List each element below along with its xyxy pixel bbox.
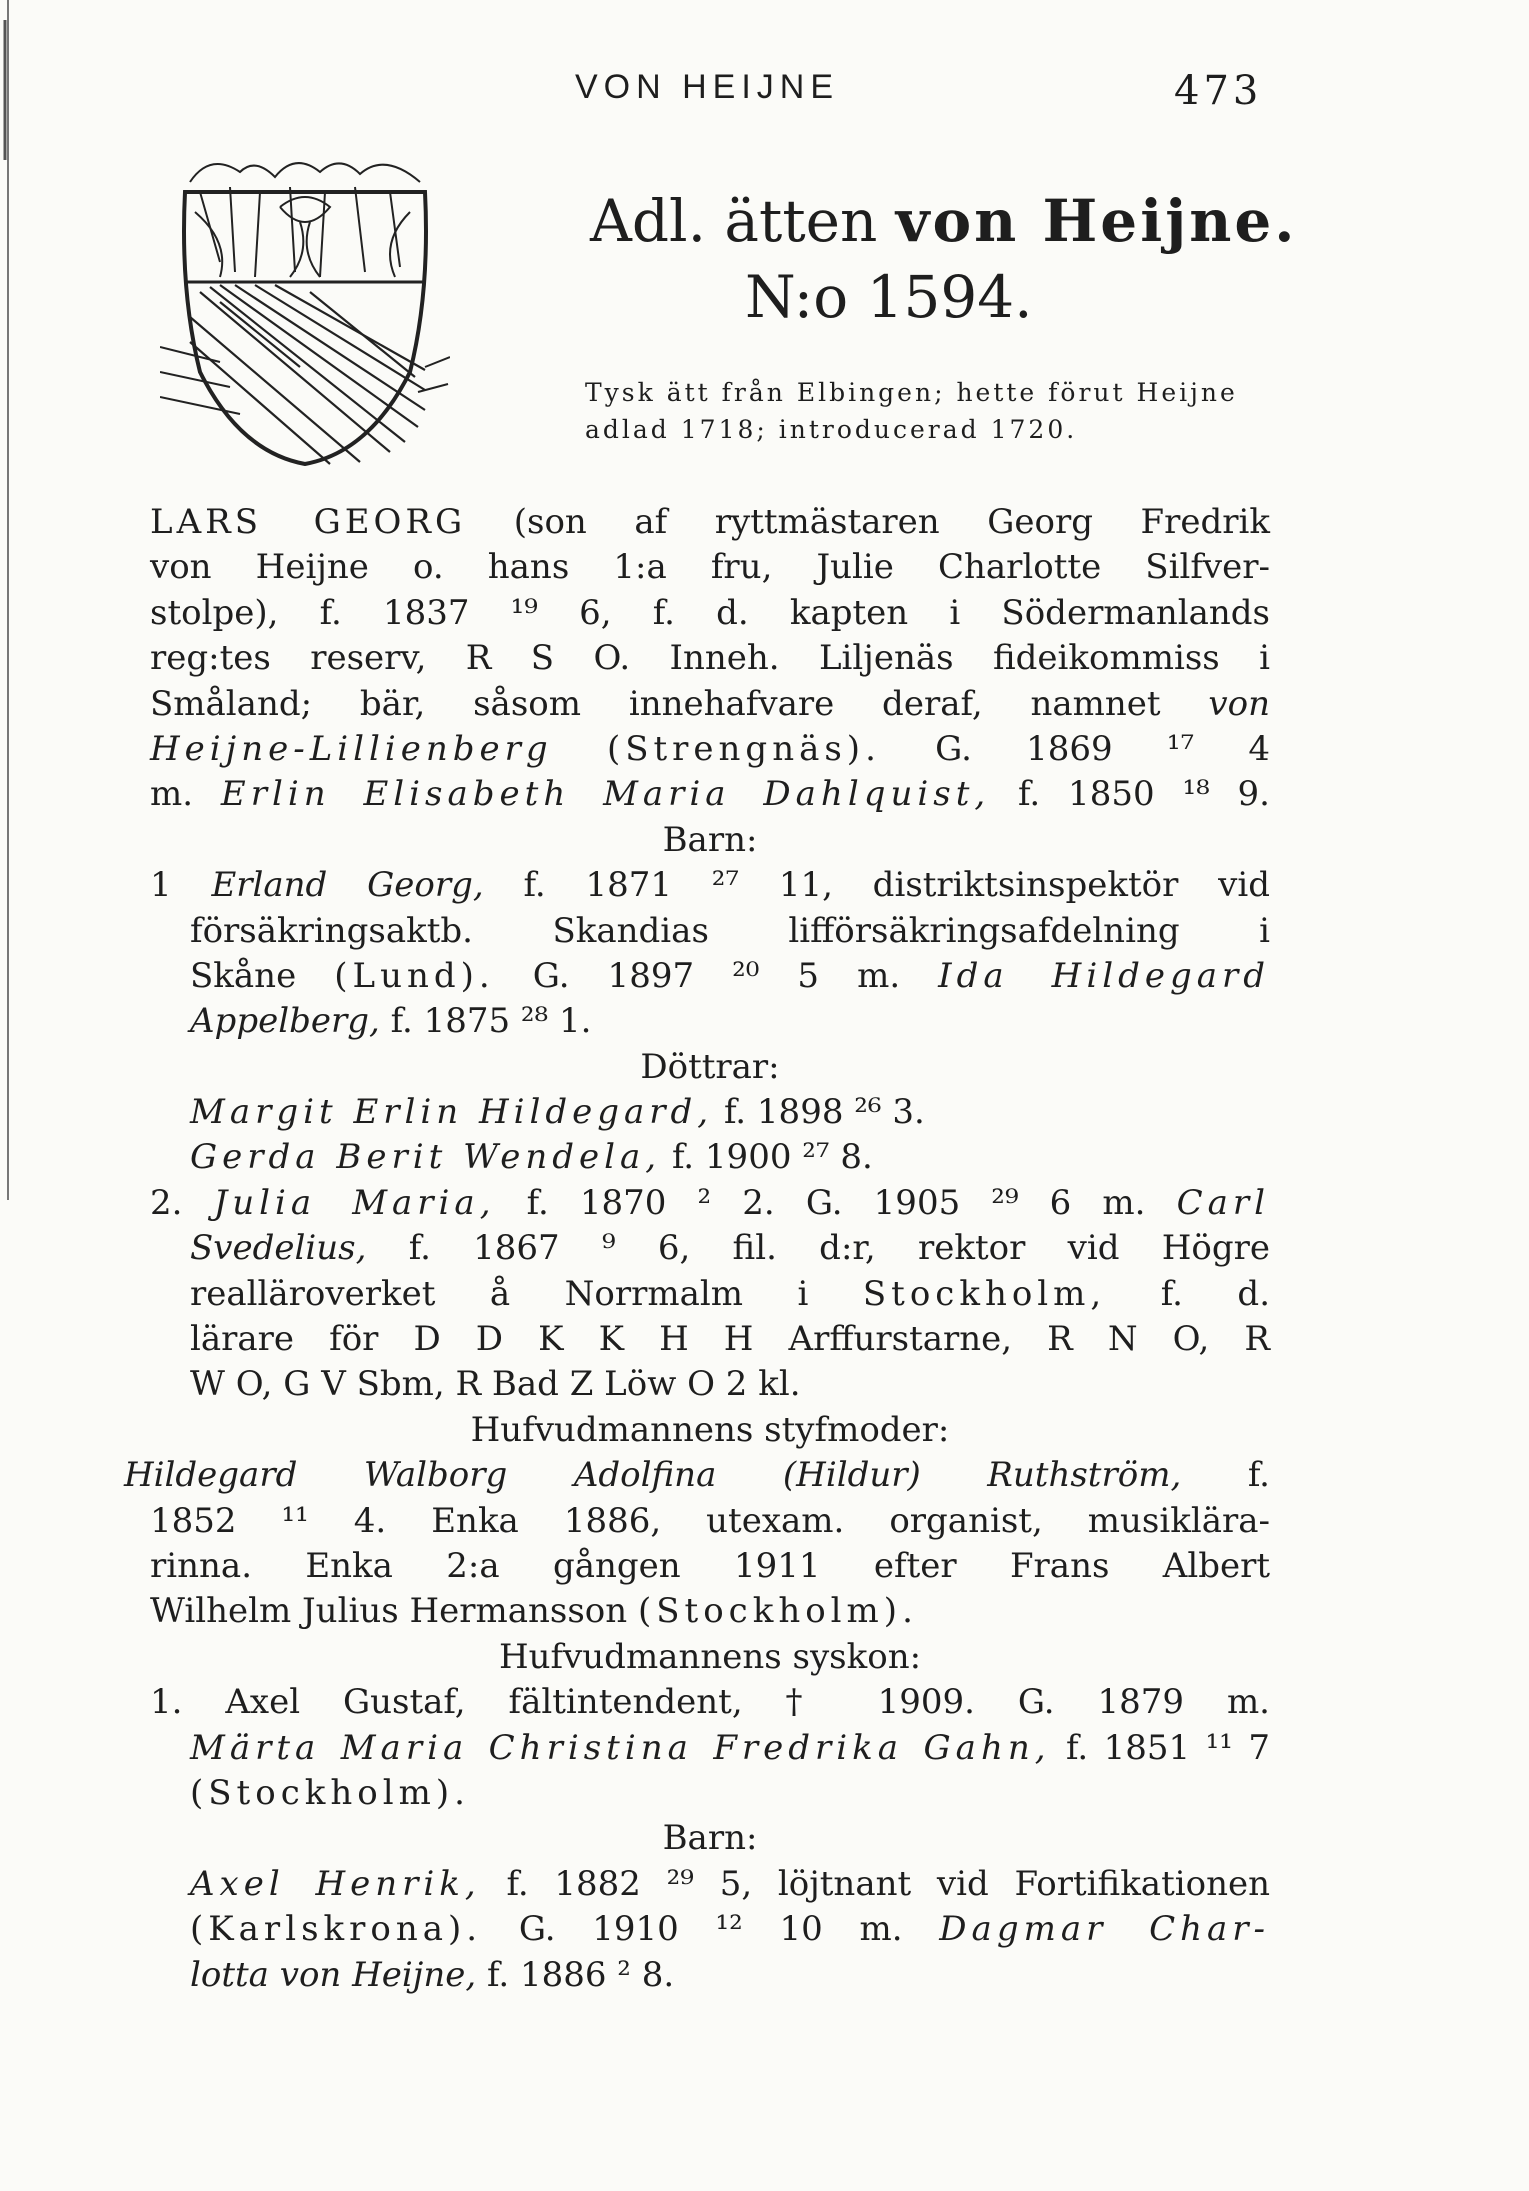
child-entry-line: Appelberg, f. 1875 ²⁸ 1. <box>190 1001 592 1042</box>
stepmother-entry-line: rinna. Enka 2:a gången 1911 efter Frans Albert <box>150 1545 1270 1586</box>
section-heading-styfmoder: Hufvudmannens styfmoder: <box>470 1409 950 1450</box>
child-entry-line: försäkringsaktb. Skandias lifförsäkringsafdelning i <box>190 910 1270 951</box>
stepmother-entry-line: Wilhelm Julius Hermansson (Stockholm). <box>150 1591 918 1632</box>
stepmother-entry-line: 1852 ¹¹ 4. Enka 1886, utexam. organist, musiklära- <box>150 1500 1270 1541</box>
entry-line: reg:tes reserv, R S O. Inneh. Liljenäs fideikommiss i <box>150 638 1270 679</box>
child-entry-line: realläroverket å Norrmalm i Stockholm, f. d. <box>190 1273 1271 1314</box>
child-entry-line: 2. Julia Maria, f. 1870 ² 2. G. 1905 ²⁹ 6 m. Carl <box>150 1182 1270 1223</box>
grandchild-entry-line: Margit Erlin Hildegard, f. 1898 ²⁶ 3. <box>190 1092 925 1133</box>
coat-of-arms-image <box>160 152 450 470</box>
section-heading-dottrar: Döttrar: <box>640 1046 780 1087</box>
child-entry-line: 1 Erland Georg, f. 1871 ²⁷ 11, distriktsinspektör vid <box>150 865 1271 906</box>
entry-line: stolpe), f. 1837 ¹⁹ 6, f. d. kapten i Södermanlands <box>150 592 1270 633</box>
section-heading-syskon: Hufvudmannens syskon: <box>498 1636 922 1677</box>
sibling-entry-line: Märta Maria Christina Fredrika Gahn, f. 1851 ¹¹ 7 <box>190 1727 1270 1768</box>
head-of-family-name: LARS GEORG <box>150 502 467 542</box>
family-number: N:o 1594. <box>745 263 1033 331</box>
entry-line: Småland; bär, såsom innehafvare deraf, namnet von <box>150 683 1270 724</box>
family-name: von Heijne. <box>895 187 1298 255</box>
stepmother-entry-line: Hildegard Walborg Adolfina (Hildur) Ruthström, f. <box>124 1455 1270 1496</box>
page-edge-mark <box>0 0 18 2191</box>
origin-line: adlad 1718; introducerad 1720. <box>585 415 1078 444</box>
grandchild-entry-line: Gerda Berit Wendela, f. 1900 ²⁷ 8. <box>190 1137 873 1178</box>
child-entry-line: lärare för D D K K H H Arffurstarne, R N O, R <box>190 1319 1270 1360</box>
grandchild-entry-line: lotta von Heijne, f. 1886 ² 8. <box>190 1954 675 1995</box>
section-heading-barn: Barn: <box>662 819 758 860</box>
entry-line: LARS GEORG (son af ryttmästaren Georg Fredrik <box>150 502 1270 542</box>
origin-line: Tysk ätt från Elbingen; hette förut Heijne <box>585 378 1238 407</box>
child-entry-line: W O, G V Sbm, R Bad Z Löw O 2 kl. <box>190 1364 801 1405</box>
origin-note <box>585 374 1265 448</box>
genealogy-text <box>124 500 1271 1998</box>
section-heading-barn-2: Barn: <box>662 1818 758 1859</box>
child-entry-line: Skåne (Lund). G. 1897 ²⁰ 5 m. Ida Hildegard <box>190 955 1271 996</box>
running-head <box>0 68 1529 128</box>
page-number: 473 <box>1174 68 1263 114</box>
entry-line: Heijne-Lillienberg (Strengnäs). G. 1869 ¹⁷ 4 <box>150 728 1270 769</box>
grandchild-entry-line: Axel Henrik, f. 1882 ²⁹ 5, löjtnant vid Fortifikationen <box>190 1863 1270 1904</box>
sibling-entry-line: 1. Axel Gustaf, fältintendent, † 1909. G. 1879 m. <box>150 1682 1270 1723</box>
sibling-entry-line: (Stockholm). <box>190 1772 470 1813</box>
family-title <box>590 188 1297 254</box>
entry-line: von Heijne o. hans 1:a fru, Julie Charlotte Silfver- <box>150 547 1270 588</box>
child-entry-line: Svedelius, f. 1867 ⁹ 6, fil. d:r, rektor vid Högre <box>190 1228 1271 1269</box>
grandchild-entry-line: (Karlskrona). G. 1910 ¹² 10 m. Dagmar Char- <box>190 1909 1271 1950</box>
running-title: VON HEIJNE <box>575 68 840 106</box>
entry-line: m. Erlin Elisabeth Maria Dahlquist, f. 1850 ¹⁸ 9. <box>150 774 1270 815</box>
family-title-prefix: Adl. ätten <box>590 187 896 255</box>
